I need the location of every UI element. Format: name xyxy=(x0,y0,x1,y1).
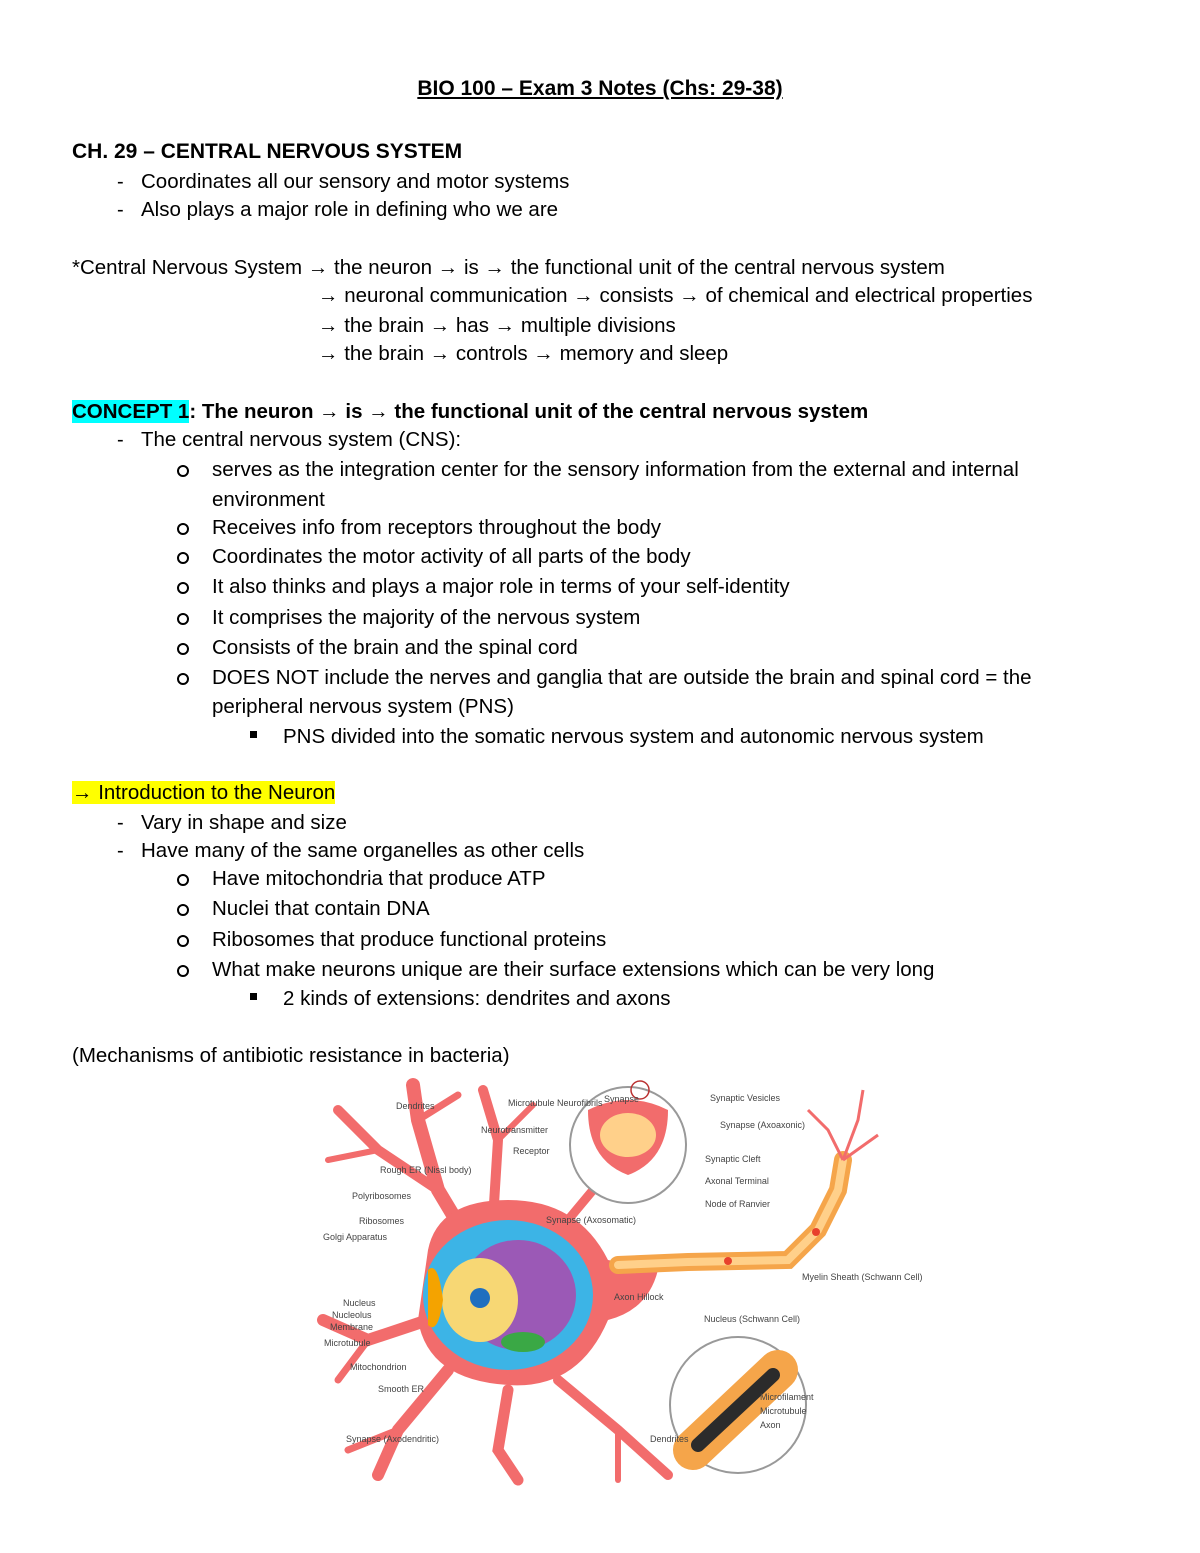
label-rough-er: Rough ER (Nissl body) xyxy=(380,1165,472,1175)
circle-bullet-icon xyxy=(177,613,189,625)
concept1-sub-item: environment xyxy=(212,488,325,511)
neuron-diagram xyxy=(318,1080,923,1482)
label-axonal-terminal: Axonal Terminal xyxy=(705,1176,769,1186)
label-microtubule: Microtubule xyxy=(324,1338,371,1348)
concept1-term: is xyxy=(345,400,363,423)
concept1-sub-item: Coordinates the motor activity of all parts of the body xyxy=(212,545,691,568)
concept1-sub-item: serves as the integration center for the sensory information from the external and internal xyxy=(212,458,1019,481)
arrow-icon: → xyxy=(533,342,554,365)
concept1-heading xyxy=(72,399,868,425)
label-dendrites-bottom: Dendrites xyxy=(650,1434,689,1444)
concept1-term: the functional unit of the central nervous system xyxy=(394,400,869,423)
label-myelin-sheath: Myelin Sheath (Schwann Cell) xyxy=(802,1272,923,1282)
outline-term: memory and sleep xyxy=(559,342,729,365)
circle-bullet-icon xyxy=(177,965,189,977)
chapter-bullet: Also plays a major role in defining who we are xyxy=(141,198,559,221)
circle-bullet-icon xyxy=(177,935,189,947)
arrow-icon: → xyxy=(319,400,340,423)
outline-prefix: *Central Nervous System xyxy=(72,256,308,279)
label-nucleolus: Nucleolus xyxy=(332,1310,372,1320)
arrow-icon: → xyxy=(679,284,700,307)
intro-dash-item: Have many of the same organelles as other cells xyxy=(141,839,585,862)
node-of-ranvier-graphic xyxy=(724,1257,732,1265)
circle-bullet-icon xyxy=(177,874,189,886)
arrow-icon: → xyxy=(318,284,339,307)
concept1-label: CONCEPT 1 xyxy=(72,400,190,423)
concept1-colon: : xyxy=(189,400,197,423)
chapter-bullet: Coordinates all our sensory and motor systems xyxy=(141,170,570,193)
label-polyribosomes: Polyribosomes xyxy=(352,1191,412,1201)
outline-line-3 xyxy=(318,313,676,339)
outline-term: consists xyxy=(599,284,674,307)
dash-bullet: - xyxy=(117,199,124,221)
outline-term: neuronal communication xyxy=(344,284,568,307)
concept1-sub-item: Consists of the brain and the spinal cord xyxy=(212,636,578,659)
arrow-icon: → xyxy=(429,342,451,365)
label-axon-hillock: Axon Hillock xyxy=(614,1292,664,1302)
outline-term: the brain xyxy=(344,342,424,365)
label-axon: Axon xyxy=(760,1420,781,1430)
label-microtubule-neurofibrils: Microtubule Neurofibrils xyxy=(508,1098,603,1108)
arrow-icon: → xyxy=(494,314,516,337)
concept1-sub-item: Receives info from receptors throughout the body xyxy=(212,516,661,539)
circle-bullet-icon xyxy=(177,552,189,564)
outline-term: of chemical and electrical properties xyxy=(705,284,1033,307)
arrow-icon: → xyxy=(318,342,339,365)
arrow-icon: → xyxy=(318,314,339,337)
outline-term: multiple divisions xyxy=(520,314,676,337)
label-dendrites: Dendrites xyxy=(396,1101,435,1111)
circle-bullet-icon xyxy=(177,904,189,916)
intro-heading-text: Introduction to the Neuron xyxy=(98,781,336,804)
intro-sub-item: Ribosomes that produce functional proteins xyxy=(212,928,607,951)
label-synapse-axosomatic: Synapse (Axosomatic) xyxy=(546,1215,637,1225)
circle-bullet-icon xyxy=(177,673,189,685)
concept1-dash-item: The central nervous system (CNS): xyxy=(141,428,462,451)
outline-line-4 xyxy=(318,341,728,367)
label-golgi: Golgi Apparatus xyxy=(323,1232,388,1242)
outline-line-2 xyxy=(318,283,1032,309)
label-mitochondrion: Mitochondrion xyxy=(350,1362,407,1372)
outline-line-1 xyxy=(72,255,945,281)
dash-bullet: - xyxy=(117,840,124,862)
arrow-icon: → xyxy=(429,314,451,337)
label-synapse-axoaxonic: Synapse (Axoaxonic) xyxy=(720,1120,806,1130)
figure-caption: (Mechanisms of antibiotic resistance in bacteria) xyxy=(72,1044,510,1067)
square-bullet-icon xyxy=(250,993,257,1000)
label-smooth-er: Smooth ER xyxy=(378,1384,425,1394)
circle-bullet-icon xyxy=(177,582,189,594)
circle-bullet-icon xyxy=(177,523,189,535)
label-synapse-axodendritic: Synapse (Axodendritic) xyxy=(346,1434,440,1444)
label-microfilament: Microfilament xyxy=(760,1392,814,1402)
intro-dash-item: Vary in shape and size xyxy=(141,811,347,834)
label-nucleus-schwann: Nucleus (Schwann Cell) xyxy=(704,1314,801,1324)
outline-term: has xyxy=(455,314,489,337)
mitochondrion-graphic xyxy=(501,1332,545,1352)
intro-sub-sub-item: 2 kinds of extensions: dendrites and axons xyxy=(283,987,671,1010)
document-title: BIO 100 – Exam 3 Notes (Chs: 29-38) xyxy=(417,77,783,100)
circle-bullet-icon xyxy=(177,465,189,477)
concept1-sub-item: It also thinks and plays a major role in terms of your self-identity xyxy=(212,575,790,598)
label-membrane: Membrane xyxy=(330,1322,374,1332)
label-ribosomes: Ribosomes xyxy=(359,1216,405,1226)
intro-heading xyxy=(72,780,335,806)
outline-term: is xyxy=(463,256,479,279)
dash-bullet: - xyxy=(117,429,124,451)
concept1-sub-item: peripheral nervous system (PNS) xyxy=(212,695,514,718)
label-synaptic-vesicles: Synaptic Vesicles xyxy=(710,1093,781,1103)
concept1-term: The neuron xyxy=(201,400,314,423)
concept1-sub-sub-item: PNS divided into the somatic nervous system and autonomic nervous system xyxy=(283,725,984,748)
label-receptor: Receptor xyxy=(513,1146,550,1156)
arrow-icon: → xyxy=(72,781,93,804)
concept1-sub-item: It comprises the majority of the nervous system xyxy=(212,606,641,629)
circle-bullet-icon xyxy=(177,643,189,655)
arrow-icon: → xyxy=(368,400,389,423)
concept1-sub-item: DOES NOT include the nerves and ganglia that are outside the brain and spinal cord = the xyxy=(212,666,1032,689)
intro-sub-item: Have mitochondria that produce ATP xyxy=(212,867,546,890)
dash-bullet: - xyxy=(117,812,124,834)
intro-sub-item: Nuclei that contain DNA xyxy=(212,897,430,920)
outline-term: the brain xyxy=(344,314,424,337)
label-microtubule-2: Microtubule xyxy=(760,1406,807,1416)
label-neurotransmitter: Neurotransmitter xyxy=(481,1125,549,1135)
outline-term: controls xyxy=(455,342,528,365)
nucleolus-graphic xyxy=(470,1288,490,1308)
label-synapse: Synapse xyxy=(604,1094,640,1104)
square-bullet-icon xyxy=(250,731,257,738)
dash-bullet: - xyxy=(117,171,124,193)
label-node-of-ranvier: Node of Ranvier xyxy=(705,1199,771,1209)
intro-sub-item: What make neurons unique are their surface extensions which can be very long xyxy=(212,958,935,981)
outline-term: the functional unit of the central nervous system xyxy=(510,256,945,279)
arrow-icon: → xyxy=(307,256,329,279)
chapter-heading: CH. 29 – CENTRAL NERVOUS SYSTEM xyxy=(72,140,463,163)
intro-heading-highlight xyxy=(72,781,335,804)
arrow-icon: → xyxy=(484,256,505,279)
outline-term: the neuron xyxy=(334,256,433,279)
label-nucleus: Nucleus xyxy=(343,1298,376,1308)
arrow-icon: → xyxy=(437,256,459,279)
arrow-icon: → xyxy=(573,284,594,307)
label-synaptic-cleft: Synaptic Cleft xyxy=(705,1154,761,1164)
